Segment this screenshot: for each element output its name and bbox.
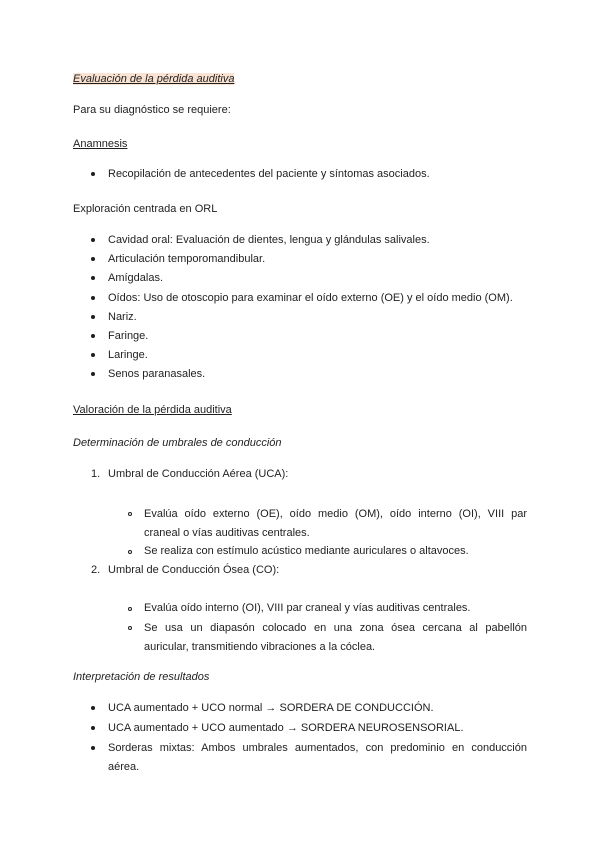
uca-sub-item-line1: Evalúa oído externo (OE), oído medio (OM), oído interno (OI), VIII par — [144, 508, 527, 520]
list-number: 2. — [91, 564, 101, 576]
uco-sub-item-line1: Se usa un diapasón colocado en una zona ósea cercana al pabellón — [144, 622, 527, 634]
interpretacion-item-line1: Sorderas mixtas: Ambos umbrales aumentados, con predominio en conducción — [108, 742, 527, 754]
list-item: Amígdalas. — [108, 272, 164, 284]
bullet-icon — [91, 276, 95, 280]
uco-label: Umbral de Conducción Ósea (CO): — [108, 564, 280, 576]
interpretacion-item: UCA aumentado + UCO normal → SORDERA DE CONDUCCIÓN. — [108, 702, 434, 714]
list-item: Oídos: Uso de otoscopio para examinar el oído externo (OE) y el oído medio (OM). — [108, 292, 513, 304]
list-number: 1. — [91, 468, 101, 480]
anamnesis-heading: Anamnesis — [73, 138, 128, 150]
uco-sub-item-line2: auricular, transmitiendo vibraciones a la cóclea. — [144, 641, 376, 653]
bullet-icon — [91, 172, 95, 176]
list-item: Faringe. — [108, 330, 149, 342]
list-item: Articulación temporomandibular. — [108, 253, 266, 265]
bullet-icon — [91, 372, 95, 376]
bullet-icon — [91, 353, 95, 357]
circle-bullet-icon — [128, 626, 132, 630]
list-item: Cavidad oral: Evaluación de dientes, lengua y glándulas salivales. — [108, 234, 430, 246]
interpretacion-item — [108, 739, 527, 777]
bullet-icon — [91, 746, 95, 750]
circle-bullet-icon — [128, 512, 132, 516]
bullet-icon — [91, 706, 95, 710]
interpretacion-item-line2: aérea. — [108, 761, 140, 773]
uca-sub-item: Se realiza con estímulo acústico mediante auriculares o altavoces. — [144, 545, 469, 557]
uca-label: Umbral de Conducción Aérea (UCA): — [108, 468, 289, 480]
list-item: Senos paranasales. — [108, 368, 206, 380]
bullet-icon — [91, 296, 95, 300]
uca-sub-item-line2: craneal o vías auditivas centrales. — [144, 527, 310, 539]
uco-sub-item: Evalúa oído interno (OI), VIII par craneal y vías auditivas centrales. — [144, 602, 471, 614]
bullet-icon — [91, 257, 95, 261]
uca-sub-item — [144, 505, 527, 543]
valoracion-heading: Valoración de la pérdida auditiva — [73, 404, 232, 416]
list-item: Laringe. — [108, 349, 148, 361]
interpretacion-heading: Interpretación de resultados — [73, 671, 210, 683]
bullet-icon — [91, 238, 95, 242]
intro-text: Para su diagnóstico se requiere: — [73, 104, 231, 116]
circle-bullet-icon — [128, 607, 132, 611]
umbrales-subheading: Determinación de umbrales de conducción — [73, 437, 282, 449]
bullet-icon — [91, 334, 95, 338]
document-title: Evaluación de la pérdida auditiva — [73, 73, 235, 85]
bullet-icon — [91, 726, 95, 730]
list-item: Nariz. — [108, 311, 137, 323]
anamnesis-item: Recopilación de antecedentes del paciente y síntomas asociados. — [108, 168, 430, 180]
bullet-icon — [91, 315, 95, 319]
circle-bullet-icon — [128, 550, 132, 554]
exploracion-heading: Exploración centrada en ORL — [73, 203, 218, 215]
interpretacion-item: UCA aumentado + UCO aumentado → SORDERA NEUROSENSORIAL. — [108, 722, 464, 734]
uco-sub-item — [144, 619, 527, 657]
